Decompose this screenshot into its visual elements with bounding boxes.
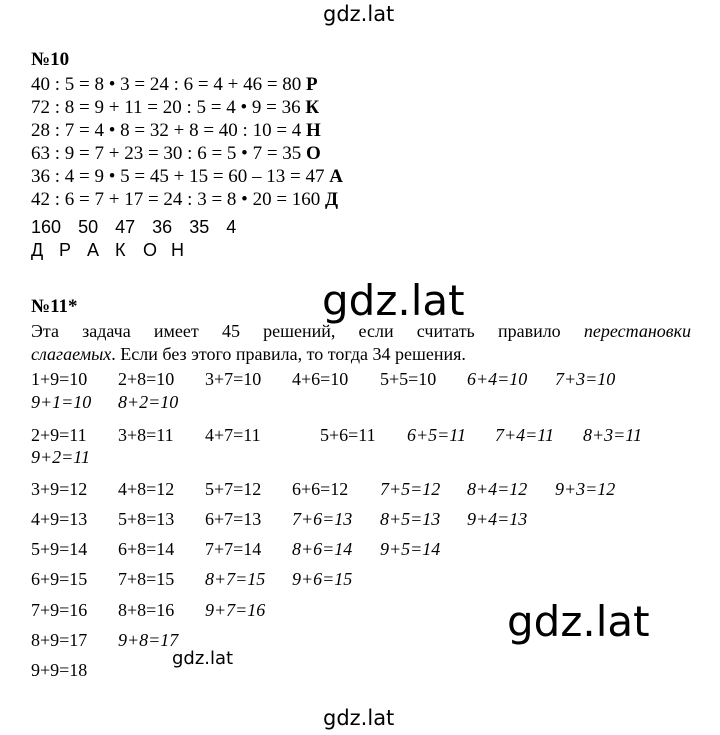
sum-item-swapped: 9+3=12 [555, 479, 616, 499]
sum-item: 3+8=11 [118, 425, 174, 445]
sum-item: 5+6=11 [320, 425, 376, 445]
sum-item: 6+8=14 [118, 539, 175, 559]
sum-item-swapped: 8+7=15 [205, 569, 266, 589]
answer-numbers-row [31, 217, 248, 238]
equation-line-6: 42 : 6 = 7 + 17 = 24 : 3 = 8 • 20 = 160 Д [31, 189, 339, 210]
sum-item: 2+8=10 [118, 369, 175, 389]
sum-item-swapped: 7+3=10 [555, 369, 616, 389]
equation-line-3: 28 : 7 = 4 • 8 = 32 + 8 = 40 : 10 = 4 Н [31, 120, 321, 141]
sum-item-swapped: 8+6=14 [292, 539, 353, 559]
sum-item-swapped: 7+6=13 [292, 509, 353, 529]
sum-item-swapped: 9+6=15 [292, 569, 353, 589]
watermark-middle: gdz.lat [322, 276, 465, 325]
equation-line-4: 63 : 9 = 7 + 23 = 30 : 6 = 5 • 7 = 35 О [31, 143, 321, 164]
problem-11-text-line-2: слагаемых. Если без этого правила, то тогда 34 решения. [31, 344, 466, 364]
equation-letter: Д [325, 189, 339, 210]
sum-item-swapped: 9+2=11 [31, 447, 90, 467]
answer-letter: Н [171, 240, 184, 260]
sum-item: 4+8=12 [118, 479, 175, 499]
problem-11-text-line-1: Эта задача имеет 45 решений, если считать правило перестановки [31, 321, 691, 341]
sum-item: 8+8=16 [118, 600, 175, 620]
answer-letter: О [143, 240, 158, 260]
sum-item: 4+7=11 [205, 425, 261, 445]
sum-item: 2+9=11 [31, 425, 87, 445]
equation-line-5: 36 : 4 = 9 • 5 = 45 + 15 = 60 – 13 = 47 А [31, 166, 343, 187]
sum-item: 7+8=15 [118, 569, 175, 589]
answer-letter: К [115, 240, 126, 260]
sum-item: 3+7=10 [205, 369, 262, 389]
equation-letter: Н [306, 120, 321, 141]
sum-item: 6+9=15 [31, 569, 88, 589]
equation-line-1: 40 : 5 = 8 • 3 = 24 : 6 = 4 + 46 = 80 Р [31, 74, 318, 95]
sum-item: 7+7=14 [205, 539, 262, 559]
sum-item: 6+7=13 [205, 509, 262, 529]
sum-item-swapped: 8+4=12 [467, 479, 528, 499]
answer-word-row [31, 240, 199, 261]
sum-item: 5+8=13 [118, 509, 175, 529]
sum-item: 3+9=12 [31, 479, 88, 499]
equation-letter: О [306, 143, 321, 164]
watermark-top: gdz.lat [323, 2, 395, 26]
watermark-right: gdz.lat [507, 597, 650, 646]
sum-item-swapped: 8+3=11 [583, 425, 642, 445]
answer-number: 47 [115, 217, 136, 237]
sum-item: 5+5=10 [380, 369, 437, 389]
answer-number: 160 [31, 217, 62, 237]
sum-item: 9+9=18 [31, 660, 88, 680]
sum-item-swapped: 7+5=12 [380, 479, 441, 499]
answer-number: 50 [78, 217, 99, 237]
equation-letter: Р [306, 74, 318, 95]
sum-item: 1+9=10 [31, 369, 88, 389]
problem-10-title: №10 [31, 49, 70, 70]
answer-number: 35 [189, 217, 210, 237]
watermark-bottom: gdz.lat [323, 706, 395, 730]
equation-line-2: 72 : 8 = 9 + 11 = 20 : 5 = 4 • 9 = 36 К [31, 97, 320, 118]
sum-item-swapped: 8+5=13 [380, 509, 441, 529]
sum-item-swapped: 7+4=11 [495, 425, 554, 445]
answer-number: 4 [226, 217, 237, 237]
sum-item: 6+6=12 [292, 479, 349, 499]
answer-number: 36 [152, 217, 173, 237]
sum-item-swapped: 9+8=17 [118, 630, 179, 650]
sum-item-swapped: 9+4=13 [467, 509, 528, 529]
sum-item: 5+9=14 [31, 539, 88, 559]
equation-letter: А [329, 166, 343, 187]
sum-item-swapped: 6+4=10 [467, 369, 528, 389]
problem-11-title: №11* [31, 296, 78, 317]
sum-item: 7+9=16 [31, 600, 88, 620]
watermark-small: gdz.lat [172, 648, 234, 669]
sum-item-swapped: 9+1=10 [31, 392, 92, 412]
answer-letter: Д [31, 240, 44, 260]
sum-item-swapped: 9+7=16 [205, 600, 266, 620]
sum-item: 8+9=17 [31, 630, 88, 650]
answer-letter: Р [59, 240, 72, 260]
answer-letter: А [87, 240, 100, 260]
sum-item-swapped: 8+2=10 [118, 392, 179, 412]
equation-letter: К [305, 97, 320, 118]
sum-item-swapped: 9+5=14 [380, 539, 441, 559]
sum-item: 5+7=12 [205, 479, 262, 499]
sum-item-swapped: 6+5=11 [407, 425, 466, 445]
sum-item: 4+6=10 [292, 369, 349, 389]
sum-item: 4+9=13 [31, 509, 88, 529]
